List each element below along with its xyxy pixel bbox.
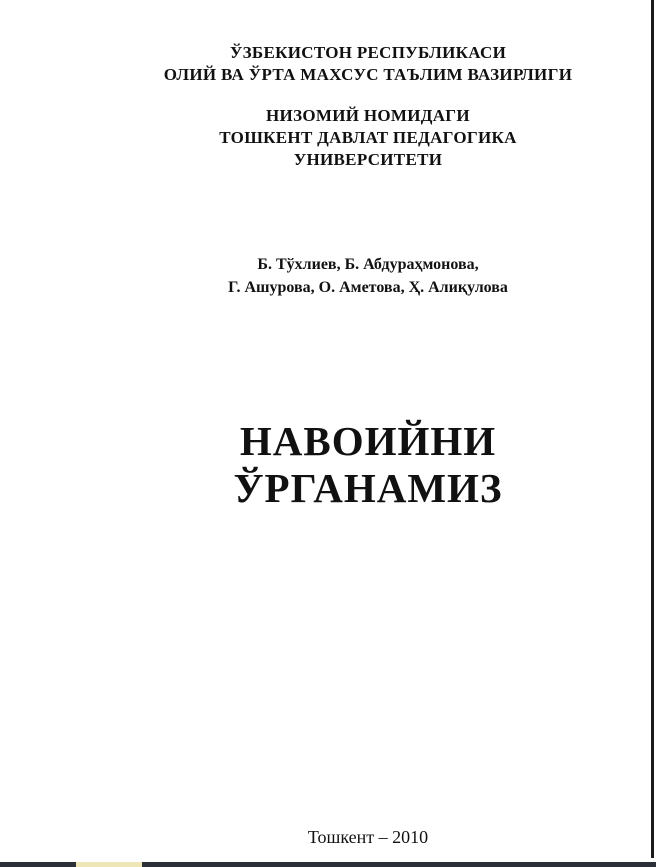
- university-line-1: НИЗОМИЙ НОМИДАГИ: [266, 106, 470, 125]
- place-year: Тошкент – 2010: [307, 827, 429, 847]
- ministry-header: [0, 42, 656, 86]
- authors-block: [0, 253, 656, 299]
- authors-line-1: Б. Тўхлиев, Б. Абдураҳмонова,: [257, 256, 479, 273]
- book-title-line-1: НАВОИЙНИ: [239, 418, 497, 464]
- university-line-2: ТОШКЕНТ ДАВЛАТ ПЕДАГОГИКА: [219, 128, 517, 147]
- university-header: [0, 105, 656, 171]
- ministry-line-2: ОЛИЙ ВА ЎРТА МАХСУС ТАЪЛИМ ВАЗИРЛИГИ: [163, 65, 573, 84]
- bottom-tab[interactable]: [76, 862, 142, 867]
- authors-line-2: Г. Ашурова, О. Аметова, Ҳ. Алиқулова: [228, 279, 508, 296]
- book-title-line-2: ЎРГАНАМИЗ: [233, 465, 503, 511]
- ministry-line-1: ЎЗБЕКИСТОН РЕСПУБЛИКАСИ: [229, 43, 507, 62]
- book-title: [0, 418, 656, 512]
- university-line-3: УНИВЕРСИТЕТИ: [293, 150, 443, 169]
- page-right-border: [651, 0, 654, 858]
